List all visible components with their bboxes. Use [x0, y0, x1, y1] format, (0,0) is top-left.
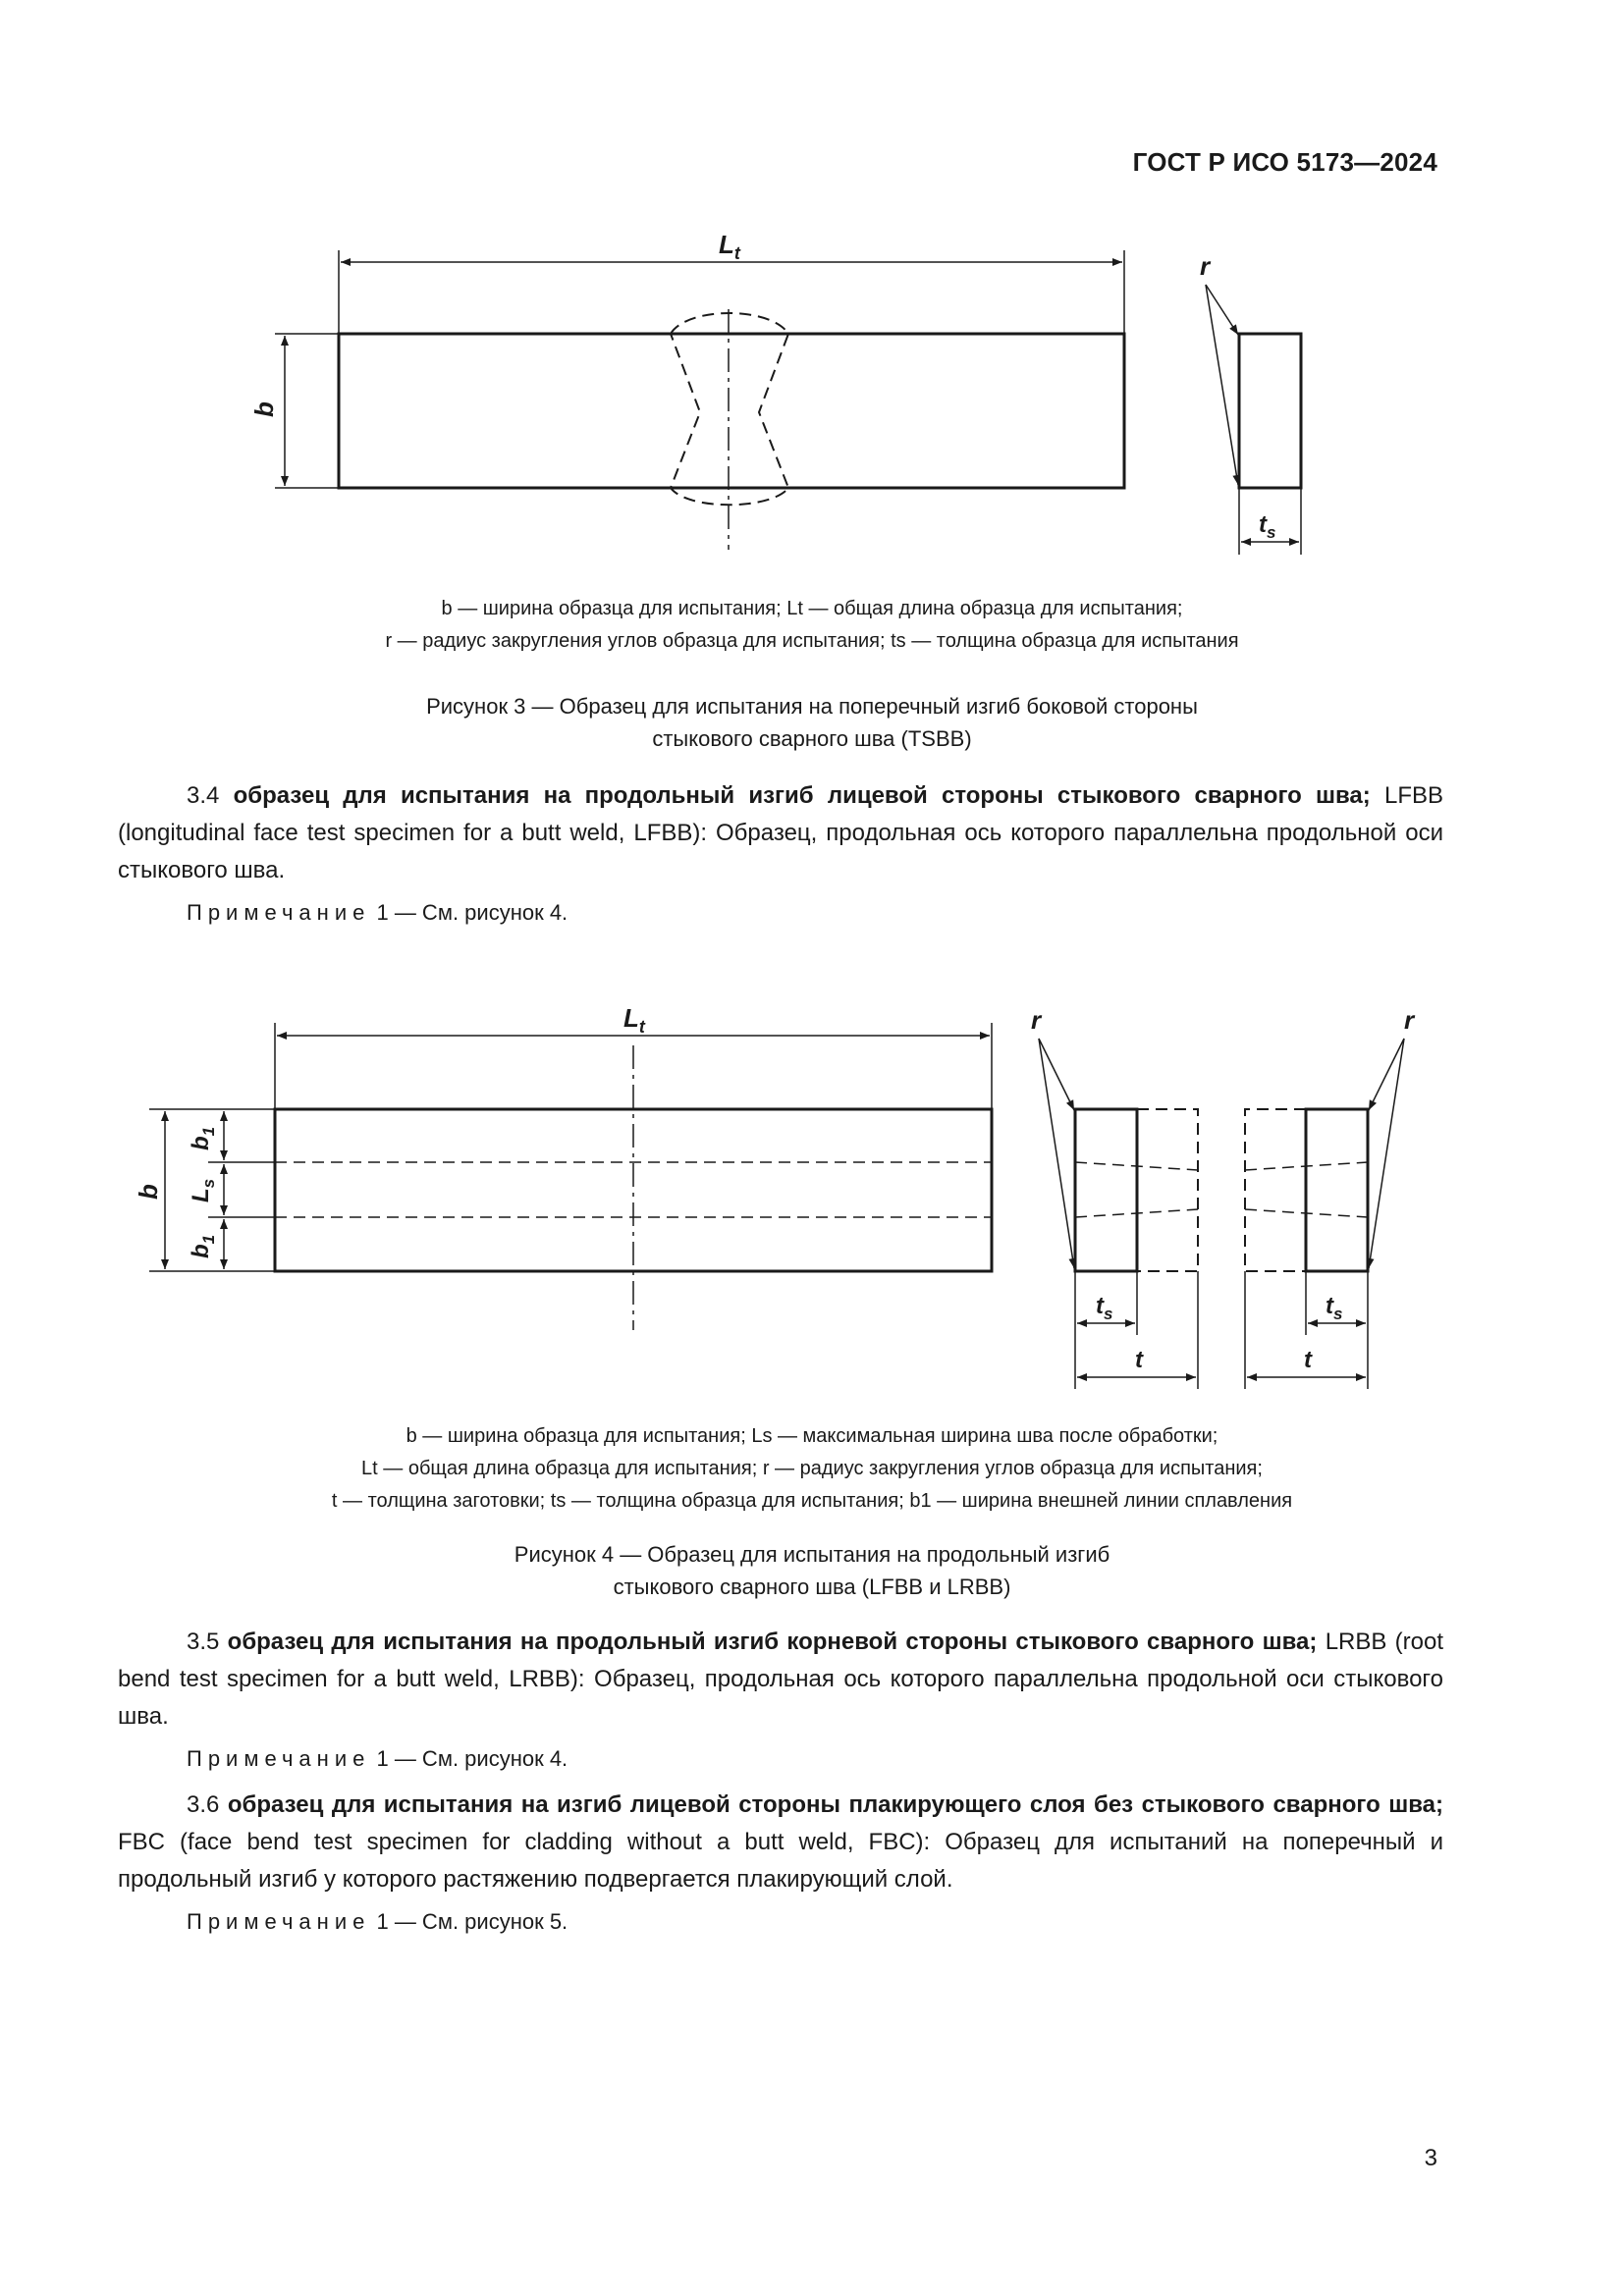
- fig3-weld-profile: [671, 313, 788, 505]
- fig4-label-ls: $L_s$: [188, 1178, 218, 1202]
- fig3-specimen-rect: [339, 334, 1124, 488]
- figure-4-legend-line-2: Lt — общая длина образца для испытания; r — радиус закругления углов образца для испытания;: [361, 1458, 1263, 1479]
- section-number: 3.5: [187, 1629, 220, 1655]
- fig3-label-lt: $L_t$: [719, 230, 740, 263]
- figure-3-legend: [0, 593, 1624, 658]
- fig4-label-r-right: r: [1404, 1005, 1415, 1035]
- section-number: 3.4: [187, 782, 220, 809]
- fig3-label-r: r: [1200, 251, 1211, 281]
- figure-3-caption-line-1: Рисунок 3 — Образец для испытания на поперечный изгиб боковой стороны: [426, 694, 1198, 719]
- note-text: 1 — См. рисунок 4.: [376, 1746, 568, 1771]
- fig4-label-ts-left: $t_s$: [1096, 1293, 1113, 1323]
- figure-4-drawing: [0, 972, 1624, 1404]
- fig4-side-view-right-rect: [1306, 1109, 1368, 1271]
- fig3-label-b: b: [249, 401, 279, 417]
- note-label: Примечание: [187, 1909, 371, 1934]
- fig4-side-view-left-rect: [1075, 1109, 1137, 1271]
- note-text: 1 — См. рисунок 4.: [376, 900, 568, 925]
- fig4-label-ts-right: $t_s$: [1326, 1293, 1343, 1323]
- note-label: Примечание: [187, 1746, 371, 1771]
- fig4-label-lt: $L_t$: [623, 1003, 645, 1037]
- figure-4-caption-line-1: Рисунок 4 — Образец для испытания на продольный изгиб: [514, 1542, 1110, 1567]
- section-term: образец для испытания на продольный изгиб лицевой стороны стыкового сварного шва;: [233, 782, 1371, 809]
- fig4-label-t-left: t: [1135, 1347, 1143, 1373]
- section-3-6: [118, 1787, 1443, 1898]
- note-label: Примечание: [187, 900, 371, 925]
- fig4-label-b1-bottom: $b_1$: [188, 1234, 218, 1258]
- section-3-4: [118, 777, 1443, 889]
- fig3-label-ts: $t_s$: [1259, 511, 1276, 542]
- page-number: 3: [1424, 2145, 1437, 2171]
- fig4-label-b: b: [134, 1184, 163, 1200]
- note-text: 1 — См. рисунок 5.: [376, 1909, 568, 1934]
- section-3-6-note: [187, 1907, 568, 1937]
- figure-4-caption-line-2: стыкового сварного шва (LFBB и LRBB): [613, 1575, 1011, 1599]
- section-definition: FBC (face bend test specimen for cladding without a butt weld, FBC): Образец для испытаний на поперечный и продольный изгиб у которого растяжению подвергается плакирующий слой.: [118, 1829, 1443, 1893]
- section-definition: LFBB (longitudinal face test specimen for a butt weld, LFBB): Образец, продольная ось которого параллельна продольной оси стыкового шва.: [118, 782, 1444, 883]
- fig4-label-t-right: t: [1304, 1347, 1312, 1373]
- figure-3-legend-line-2: r — радиус закругления углов образца для испытания; ts — толщина образца для испытания: [385, 630, 1239, 652]
- section-3-5: [118, 1624, 1443, 1735]
- document-header: ГОСТ Р ИСО 5173—2024: [1132, 147, 1437, 177]
- fig4-label-b1-top: $b_1$: [188, 1126, 218, 1150]
- figure-3-drawing: [0, 0, 1624, 569]
- fig3-side-view-rect: [1239, 334, 1301, 488]
- section-definition: LRBB (root bend test specimen for a butt weld, LRBB): Образец, продольная ось которого параллельна продольной оси стыкового шва.: [118, 1629, 1444, 1730]
- figure-3-caption-line-2: стыкового сварного шва (TSBB): [652, 726, 972, 751]
- figure-4-caption: [0, 1538, 1624, 1603]
- section-term: образец для испытания на изгиб лицевой стороны плакирующего слоя без стыкового сварного шва;: [227, 1791, 1443, 1818]
- section-number: 3.6: [187, 1791, 220, 1818]
- section-3-4-note: [187, 898, 568, 928]
- section-term: образец для испытания на продольный изгиб корневой стороны стыкового сварного шва;: [227, 1629, 1318, 1655]
- fig4-label-r-left: r: [1031, 1005, 1042, 1035]
- figure-3-legend-line-1: b — ширина образца для испытания; Lt — общая длина образца для испытания;: [441, 598, 1183, 619]
- figure-4-legend: [0, 1420, 1624, 1518]
- figure-3-caption: [0, 690, 1624, 755]
- section-3-5-note: [187, 1744, 568, 1774]
- figure-4-legend-line-1: b — ширина образца для испытания; Ls — максимальная ширина шва после обработки;: [406, 1425, 1218, 1447]
- figure-4-legend-line-3: t — толщина заготовки; ts — толщина образца для испытания; b1 — ширина внешней линии сплавления: [331, 1490, 1293, 1512]
